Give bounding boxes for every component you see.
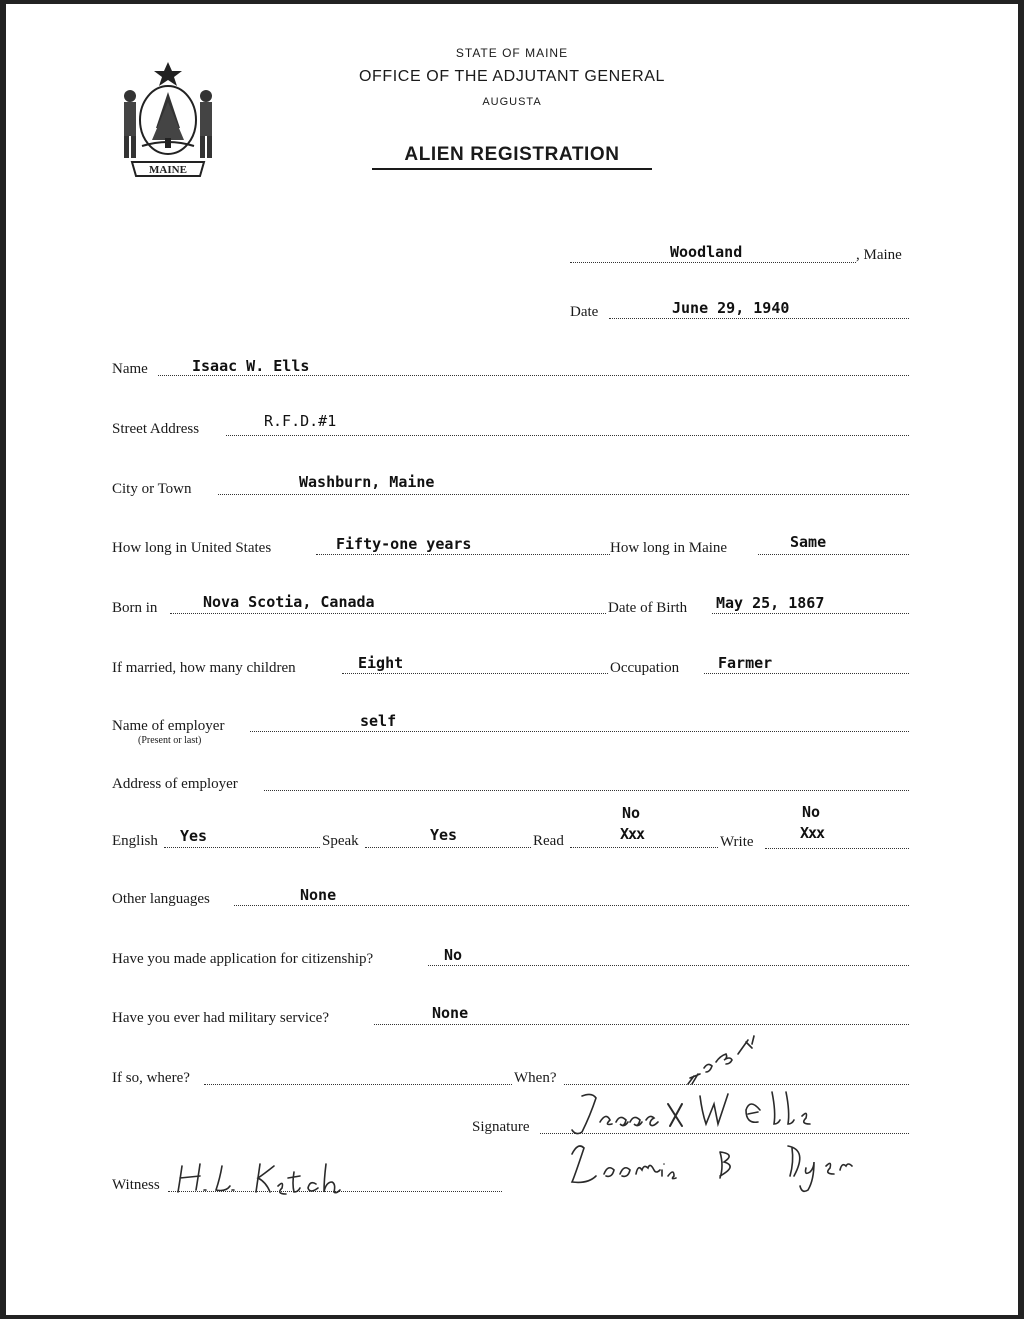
military-value: None [432,1004,469,1022]
occupation-line [704,673,909,674]
employer-sublabel: (Present or last) [138,735,202,746]
speak-value: Yes [430,826,458,844]
speak-line [365,847,531,848]
children-value: Eight [358,654,404,672]
handwritten-signature [570,1024,890,1194]
write-value-struck: Xxx [800,824,825,842]
place-suffix: , Maine [856,247,902,263]
speak-label: Speak [322,833,359,849]
read-label: Read [533,833,564,849]
city-value: Washburn, Maine [299,473,435,491]
children-label: If married, how many children [112,660,296,676]
read-correction: No [622,804,641,822]
employer-value: self [360,712,397,730]
place-value: Woodland [670,243,743,261]
date-value: June 29, 1940 [672,299,790,317]
english-line [164,847,320,848]
other-languages-value: None [300,886,337,904]
date-line [609,318,909,319]
write-correction: No [802,803,821,821]
dob-label: Date of Birth [608,600,688,616]
write-label: Write [720,834,754,850]
citizenship-value: No [444,946,463,964]
employer-address-label: Address of employer [112,776,238,792]
children-line [342,673,608,674]
name-line [158,375,909,376]
seal-text: MAINE [149,164,187,176]
dob-value: May 25, 1867 [716,594,825,612]
maine-years-line [758,554,909,555]
born-line [170,613,606,614]
occupation-value: Farmer [718,654,773,672]
form-title: ALIEN REGISTRATION [404,144,620,165]
write-line [765,848,909,849]
maine-years-label: How long in Maine [610,540,728,556]
where-label: If so, where? [112,1070,190,1086]
employer-line [250,731,909,732]
when-label: When? [514,1070,557,1086]
place-line [570,262,856,263]
witness-label: Witness [112,1177,160,1193]
witness-handwritten-signature [170,1158,370,1200]
english-value: Yes [180,827,208,845]
employer-address-line [264,790,909,791]
name-label: Name [112,361,148,377]
office-heading: OFFICE OF THE ADJUTANT GENERAL [358,68,666,85]
city-line [218,494,909,495]
employer-label: Name of employer [112,718,225,734]
maine-years-value: Same [790,533,827,551]
dob-line [712,613,909,614]
other-languages-label: Other languages [112,891,210,907]
occupation-label: Occupation [610,660,680,676]
read-line [570,847,718,848]
us-years-line [316,554,610,555]
city-label: City or Town [112,481,192,497]
name-value: Isaac W. Ells [192,357,310,375]
title-underline [372,168,652,170]
date-label: Date [570,304,599,320]
street-label: Street Address [112,421,200,437]
citizenship-line [428,965,909,966]
city-heading: AUGUSTA [482,96,542,108]
street-value: R.F.D.#1 [264,412,337,430]
born-label: Born in [112,600,158,616]
us-years-value: Fifty-one years [336,535,472,553]
us-years-label: How long in United States [112,540,272,556]
other-languages-line [234,905,909,906]
english-label: English [112,833,158,849]
read-value-struck: Xxx [620,825,645,843]
state-heading: STATE OF MAINE [455,46,569,60]
born-value: Nova Scotia, Canada [203,593,375,611]
street-line [226,435,909,436]
military-label: Have you ever had military service? [112,1010,329,1026]
where-line [204,1084,512,1085]
signature-label: Signature [472,1119,530,1135]
citizenship-label: Have you made application for citizenship? [112,951,374,967]
